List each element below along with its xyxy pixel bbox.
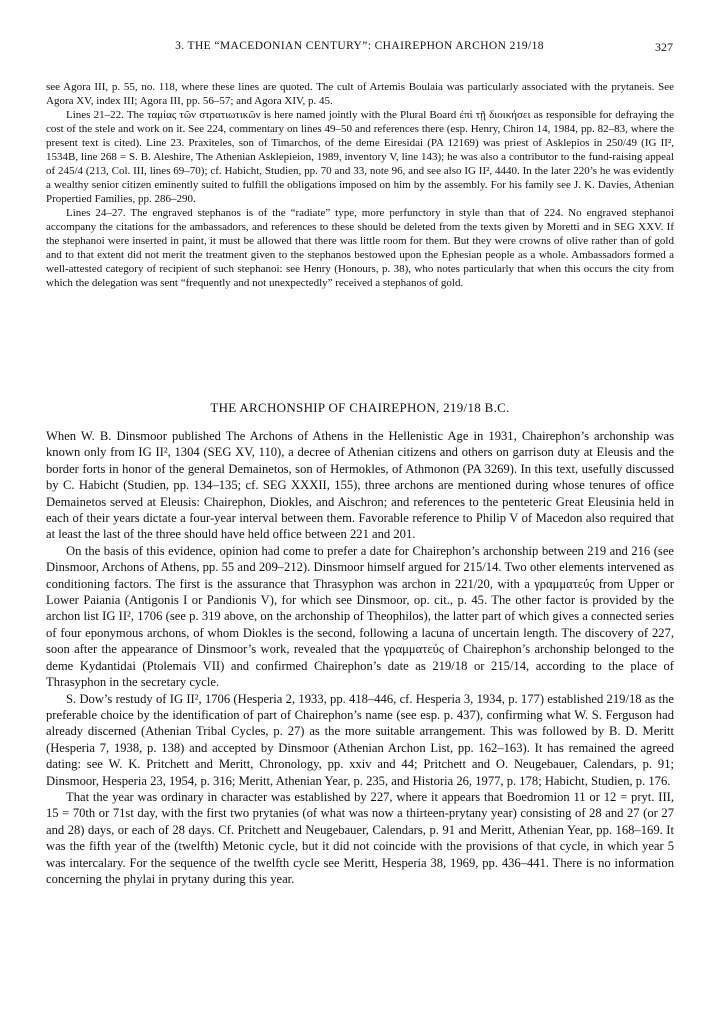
page-number: 327 [655, 40, 673, 54]
commentary-paragraph: see Agora III, p. 55, no. 118, where these lines are quoted. The cult of Artemis Boulaia was particularly associated with the prytaneis. See Agora XV, index III; Agora III, pp. 56–57; and Agora XIV, p. 45. [46, 81, 674, 107]
commentary-block [46, 80, 674, 290]
body-paragraph: When W. B. Dinsmoor published The Archons of Athens in the Hellenistic Age in 1931, Chairephon’s archonship was known only from IG II², 1304 (SEG XV, 110), a decree of Athenian citizens and others on garrison duty at Eleusis and the border forts in honor of the general Demainetos, son of Hermokles, of Athmonon (PA 3269). In this text, usefully discussed by C. Habicht (Studien, pp. 134–135; cf. SEG XXXII, 155), three archons are mentioned during whose tenures of office Demainetos served at Eleusis: Chairephon, Diokles, and Aischron; and references to the penteteric Great Eleusinia held in each of their years dictate a four-year interval between them. Favorable reference to Philip V of Macedon also required that at least the last of the three should have held office between 221 and 201. [46, 429, 674, 542]
section-title: THE ARCHONSHIP OF CHAIREPHON, 219/18 B.C. [210, 400, 510, 415]
page-header [46, 40, 673, 58]
section-body [46, 428, 674, 887]
body-paragraph: S. Dow’s restudy of IG II², 1706 (Hesperia 2, 1933, pp. 418–446, cf. Hesperia 3, 1934, p. 177) established 219/18 as the preferable choice by the identification of part of Chairephon’s name (see esp. p. 437), confirming what W. S. Ferguson had already discerned (Athenian Tribal Cycles, p. 27) as the more suitable arrangement. This was followed by B. D. Meritt (Hesperia 7, 1938, p. 138) and accepted by Dinsmoor (Athenian Archon List, pp. 162–163). It has remained the agreed dating: see W. K. Pritchett and Meritt, Chronology, pp. xxiv and 44; Pritchett and O. Neugebauer, Calendars, p. 91; Dinsmoor, Hesperia 23, 1954, p. 316; Meritt, Athenian Year, p. 235, and Historia 26, 1977, p. 178; Habicht, Studien, p. 176. [46, 691, 674, 788]
commentary-paragraph: Lines 21–22. The ταμίας τῶν στρατιωτικῶν is here named jointly with the Plural Board ἐπὶ τῇ διοικήσει as responsible for defraying the cost of the stele and work on it. See 224, commentary on lines 49–50 and references there (esp. Henry, Chiron 14, 1984, pp. 82–83, where the present text is cited). Line 23. Praxiteles, son of Timarchos, of the deme Eiresidai (PA 12169) was priest of Asklepios in 250/49 (IG II², 1534B, line 268 = S. B. Aleshire, The Athenian Asklepieion, 1989, inventory V, line 143); he was also a contributor to the fund-raising appeal of 245/4 (213, Col. III, lines 69–70); cf. Habicht, Studien, pp. 70 and 33, note 96, and see also IG II², 4440. In the later 220’s he was evidently a wealthy senior citizen eminently suited to fulfill the obligations imposed on him by the assembly. For his family see J. K. Davies, Athenian Propertied Families, pp. 286–290. [46, 109, 674, 205]
body-paragraph: That the year was ordinary in character was established by 227, where it appears that Boedromion 11 or 12 = pryt. III, 15 = 70th or 71st day, with the first two prytanies (of what was now a thirteen-prytany year) consisting of 28 and 27 (or 27 and 28) days, or each of 28 days. Cf. Pritchett and Neugebauer, Calendars, p. 91 and Meritt, Athenian Year, pp. 168–169. It was the fifth year of the (twelfth) Metonic cycle, but it did not coincide with the provisions of that cycle, in which year 5 was intercalary. For the sequence of the twelfth cycle see Meritt, Hesperia 38, 1969, pp. 436–441. There is no information concerning the phylai in prytany during this year. [46, 789, 674, 886]
commentary-paragraph: Lines 24–27. The engraved stephanos is of the “radiate” type, more perfunctory in style than that of 224. No engraved stephanoi accompany the citations for the ambassadors, and references to these should be deleted from the texts given by Moretti and in SEG XXV. If the stephanoi were inserted in paint, it must be allowed that there was little room for them. But they were crowns of olive rather than of gold and to that extent did not merit the treatment given to the stephanos bestowed upon the Ephesian people as a whole. Ambassadors formed a well-attested category of recipient of such stephanoi: see Henry (Honours, p. 38), who notes particularly that when this occurs the city from which the delegation was sent “frequently and not unexpectedly” received a stephanos of gold. [46, 207, 674, 289]
body-paragraph: On the basis of this evidence, opinion had come to prefer a date for Chairephon’s archonship between 219 and 216 (see Dinsmoor, Archons of Athens, pp. 55 and 209–212). Dinsmoor himself argued for 215/14. Two other elements intervened as conditioning factors. The first is the assurance that Thrasyphon was archon in 221/20, with a γραμματεύς from Upper or Lower Paiania (Antigonis I or Pandionis V), for which see Dinsmoor, op. cit., p. 45. The other factor is provided by the archon list IG II², 1706 (see p. 319 above, on the archonship of Theophilos), the latter part of which gives a connected series of four eponymous archons, of whom Diokles is the second, following a lacuna of uncertain length. The discovery of 227, soon after the appearance of Dinsmoor’s work, revealed that the γραμματεύς of Chairephon’s archonship belonged to the deme Kydantidai (Ptolemais VII) and confirmed Chairephon’s date as 219/18 or 215/14, according to the place of Thrasyphon in the secretary cycle. [46, 543, 674, 690]
running-head: 3. THE “MACEDONIAN CENTURY”: CHAIREPHON ARCHON 219/18 [175, 40, 544, 52]
